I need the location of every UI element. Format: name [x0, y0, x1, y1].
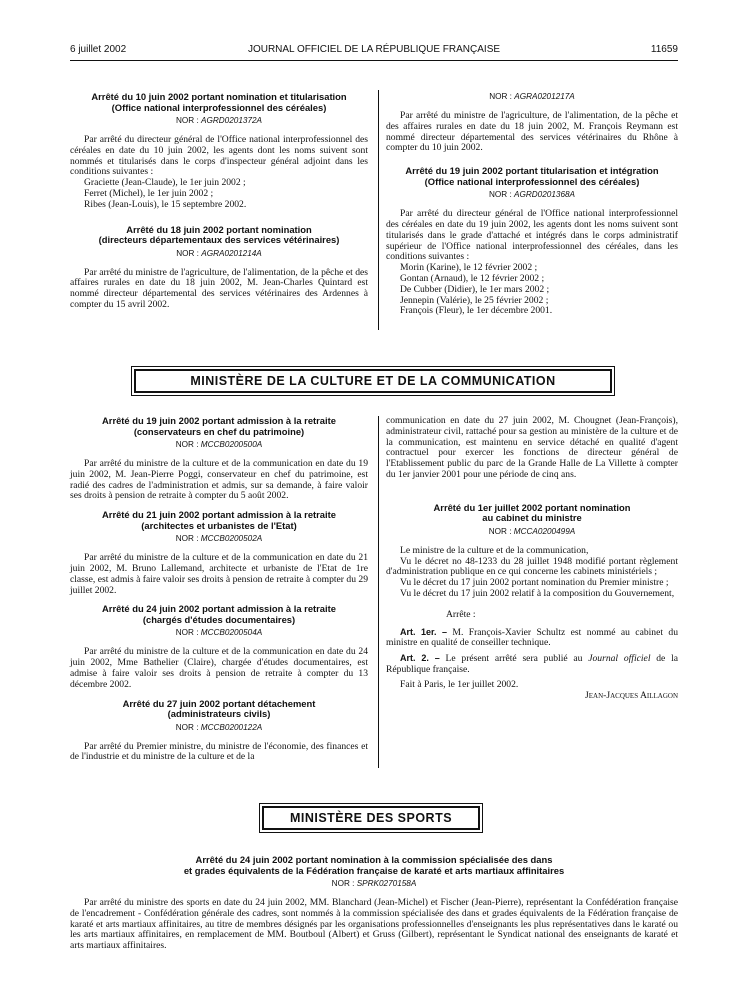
- decree-visa: Vu le décret du 17 juin 2002 portant nomination du Premier ministre ;: [400, 577, 669, 589]
- article-body: Par arrêté du directeur général de l'Office national interprofessionnel des céréales en date du 10 juin 2002, les agents dont les noms suivent sont nommés et titularisés dans le corps d'inspecteur général adjoint dans les conditions suivantes :: [70, 134, 368, 178]
- nor-reference: [70, 249, 368, 259]
- nor-code: AGRA0201214A: [201, 248, 262, 258]
- article-title-line: (chargés d'études documentaires): [142, 613, 296, 625]
- list-item: Ribes (Jean-Louis), le 15 septembre 2002.: [84, 198, 247, 210]
- article-title-line: Arrêté du 18 juin 2002 portant nomination: [126, 223, 312, 235]
- nor-reference: [386, 190, 678, 200]
- article-text: M. François-Xavier Schultz est nommé au cabinet du ministre en qualité de conseiller technique.: [386, 626, 678, 649]
- nor-code: MCCA0200499A: [513, 526, 576, 536]
- list-item: Graciette (Jean-Claude), le 1er juin 2002 ;: [84, 177, 246, 189]
- decree-article-1: [386, 627, 678, 650]
- article-body: Par arrêté du ministre de l'agriculture, de l'alimentation, de la pêche et des affaires rurales en date du 18 juin 2002, M. François Reymann est nommé directeur départemental des services vétérinaires du Rhône à compter du 10 juin 2002.: [386, 110, 678, 154]
- article-body: Par arrêté du ministre de l'agriculture, de l'alimentation, de la pêche et des affaires rurales en date du 18 juin 2002, M. Jean-Charles Quintard est nommé directeur départemental des services vétérinaires des Ardennes à compter du 15 avril 2002.: [70, 266, 368, 310]
- article-title-line: (architectes et urbanistes de l'Etat): [141, 519, 297, 531]
- decree-visa: Vu le décret du 17 juin 2002 relatif à la composition du Gouvernement,: [400, 587, 675, 599]
- mid-right-column: [386, 416, 678, 701]
- nor-reference: [386, 92, 678, 102]
- nor-prefix: NOR :: [175, 116, 199, 125]
- article-title-line: (conservateurs en chef du patrimoine): [133, 425, 305, 437]
- bottom-section: [70, 855, 678, 952]
- nor-code: MCCB0200500A: [200, 440, 263, 449]
- journal-name: Journal officiel: [588, 653, 651, 665]
- ministry-banner-sports: [259, 803, 483, 833]
- article-body: Par arrêté du ministre des sports en date du 24 juin 2002, MM. Blanchard (Jean-Michel) et Fischer (Jean-Pierre), représentant la Confédération française de l'encadrement - Confédération générale des cadres, sont nommés à la commission spécialisée des dans et grades équivalents de la Fédération française de karaté et arts martiaux affinitaires, au titre de membres désignés par les organisations professionnelles d'enseignants les plus représentatives dans le karaté ou les arts martiaux affinitaires, en remplacement de MM. Boutboul (Albert) et Gruss (Gilbert), représentant le Syndicat national des enseignants de karaté et arts martiaux affinitaires.: [70, 897, 678, 952]
- article-title: [70, 416, 368, 437]
- list-item: Gontan (Arnaud), le 12 février 2002 ;: [400, 272, 545, 284]
- article-body: Par arrêté du ministre de la culture et de la communication en date du 24 juin 2002, Mme Bathelier (Claire), chargée d'études documentaires, est admise à faire valoir ses droits à pension de retraite à compter du 13 décembre 2002.: [70, 646, 368, 690]
- nor-reference: [70, 534, 368, 544]
- list-item: De Cubber (Didier), le 1er mars 2002 ;: [400, 283, 550, 295]
- article-title-line: et grades équivalents de la Fédération française de karaté et arts martiaux affinitaires: [183, 864, 565, 876]
- nor-reference: [70, 723, 368, 733]
- article-title: [70, 699, 368, 720]
- header-journal-title: JOURNAL OFFICIEL DE LA RÉPUBLIQUE FRANÇAISE: [247, 44, 501, 55]
- nor-prefix: NOR :: [175, 534, 199, 544]
- list-item: François (Fleur), le 1er décembre 2001.: [400, 305, 553, 317]
- article-title-line: (Office national interprofessionnel des céréales): [111, 101, 327, 113]
- nor-reference: [70, 879, 678, 889]
- article-title-line: Arrêté du 27 juin 2002 portant détachement: [122, 697, 316, 709]
- nor-code: MCCB0200502A: [200, 534, 263, 544]
- nor-prefix: NOR :: [489, 92, 512, 101]
- nor-code: MCCB0200122A: [200, 722, 263, 732]
- nor-reference: [70, 440, 368, 450]
- article-title-line: (directeurs départementaux des services vétérinaires): [98, 234, 340, 246]
- list-item: Jennepin (Valérie), le 25 février 2002 ;: [400, 294, 549, 306]
- nor-prefix: NOR :: [488, 526, 512, 536]
- article-text: Le présent arrêté sera publié au: [445, 653, 583, 665]
- nor-code: SPRK0270158A: [356, 879, 417, 888]
- nor-prefix: NOR :: [176, 248, 199, 258]
- article-title: [70, 604, 368, 625]
- article-title: [70, 225, 368, 246]
- nor-code: AGRD0201372A: [201, 116, 263, 125]
- ministry-banner-culture: [131, 366, 615, 396]
- column-divider: [378, 90, 379, 330]
- nor-reference: [70, 628, 368, 638]
- decree-article-2: [386, 653, 678, 676]
- article-title: [70, 510, 368, 531]
- article-title-line: Arrêté du 19 juin 2002 portant titularisation et intégration: [405, 165, 659, 177]
- article-label: Art. 2. –: [400, 653, 440, 664]
- article-title: [70, 855, 678, 876]
- article-label: Art. 1er. –: [400, 626, 448, 637]
- article-body: Par arrêté du Premier ministre, du ministre de l'économie, des finances et de l'industrie et du ministre de la culture et de la: [70, 740, 368, 763]
- nor-prefix: NOR :: [175, 722, 199, 732]
- article-title-line: (Office national interprofessionnel des céréales): [424, 175, 640, 187]
- nor-code: AGRA0201217A: [514, 92, 575, 101]
- list-item: Ferret (Michel), le 1er juin 2002 ;: [84, 187, 214, 199]
- article-title-line: Arrêté du 21 juin 2002 portant admission à la retraite: [102, 509, 336, 521]
- article-title-line: au cabinet du ministre: [482, 512, 582, 524]
- article-title: [70, 92, 368, 113]
- article-title: [386, 166, 678, 187]
- nor-code: AGRD0201368A: [514, 190, 576, 200]
- top-right-column: [386, 92, 678, 317]
- nor-prefix: NOR :: [488, 190, 512, 200]
- nor-prefix: NOR :: [175, 628, 199, 638]
- decree-arrete: Arrête :: [446, 608, 476, 620]
- page-header: [70, 44, 678, 60]
- ministry-name: MINISTÈRE DES SPORTS: [262, 806, 480, 830]
- article-body: Par arrêté du ministre de la culture et de la communication en date du 19 juin 2002, M. Jean-Pierre Poggi, conservateur en chef du patrimoine, est radié des cadres de l'administration et admis, sur sa demande, à faire valoir ses droits à pension de retraite à compter du 5 août 2002.: [70, 458, 368, 502]
- header-page-number: 11659: [650, 44, 678, 55]
- header-date: 6 juillet 2002: [70, 44, 127, 55]
- nor-prefix: NOR :: [331, 879, 355, 888]
- nor-code: MCCB0200504A: [200, 628, 263, 638]
- ministry-name: MINISTÈRE DE LA CULTURE ET DE LA COMMUNICATION: [134, 369, 612, 393]
- article-title-line: Arrêté du 10 juin 2002 portant nomination et titularisation: [91, 91, 347, 102]
- article-body: Par arrêté du directeur général de l'Office national interprofessionnel des céréales en date du 19 juin 2002, les agents dont les noms suivent sont titularisés dans le grade d'attaché et intégrés dans le corps administratif supérieur de l'Office national interprofessionnel des céréales, dans les conditions suivantes :: [386, 208, 678, 263]
- top-left-column: [70, 92, 368, 311]
- column-divider: [378, 416, 379, 768]
- article-body: Par arrêté du ministre de la culture et de la communication en date du 21 juin 2002, M. Bruno Lallemand, architecte et urbaniste de l'Etat de 1re classe, est admis à faire valoir ses droits à pension de retraite à compter du 29 juillet 2002.: [70, 552, 368, 596]
- nor-reference: [70, 116, 368, 126]
- signature: Jean-Jacques Aillagon: [585, 689, 678, 701]
- article-title-line: Arrêté du 24 juin 2002 portant admission à la retraite: [102, 603, 336, 615]
- article-title-line: Arrêté du 24 juin 2002 portant nomination à la commission spécialisée des dans: [195, 854, 553, 865]
- decree-preamble: Le ministre de la culture et de la communication,: [400, 544, 589, 556]
- article-text: de la République française.: [386, 653, 678, 675]
- article-title-line: Arrêté du 1er juillet 2002 portant nomination: [433, 501, 631, 513]
- list-item: Morin (Karine), le 12 février 2002 ;: [400, 262, 538, 274]
- decree-date: Fait à Paris, le 1er juillet 2002.: [400, 678, 519, 690]
- nor-prefix: NOR :: [175, 440, 199, 449]
- mid-left-column: [70, 416, 368, 763]
- article-title-line: Arrêté du 19 juin 2002 portant admission à la retraite: [102, 415, 336, 426]
- header-rule: [70, 60, 678, 61]
- nor-reference: [386, 527, 678, 537]
- article-body-continued: communication en date du 27 juin 2002, M. Chougnet (Jean-François), administrateur civil, rattaché pour sa gestion au ministère de la culture et de la communication, est maintenu en service détaché en qualité d'agent contractuel pour exercer les fonctions de directeur général de l'Etablissement public du parc de la Grande Halle de La Villette à compter du 1er janvier 2001 pour une période de cinq ans.: [386, 415, 678, 480]
- decree-visa: Vu le décret no 48-1233 du 28 juillet 1948 modifié portant règlement d'administration publique en ce qui concerne les cabinets ministériels ;: [386, 555, 678, 578]
- article-title: [386, 503, 678, 524]
- article-title-line: (administrateurs civils): [167, 708, 271, 720]
